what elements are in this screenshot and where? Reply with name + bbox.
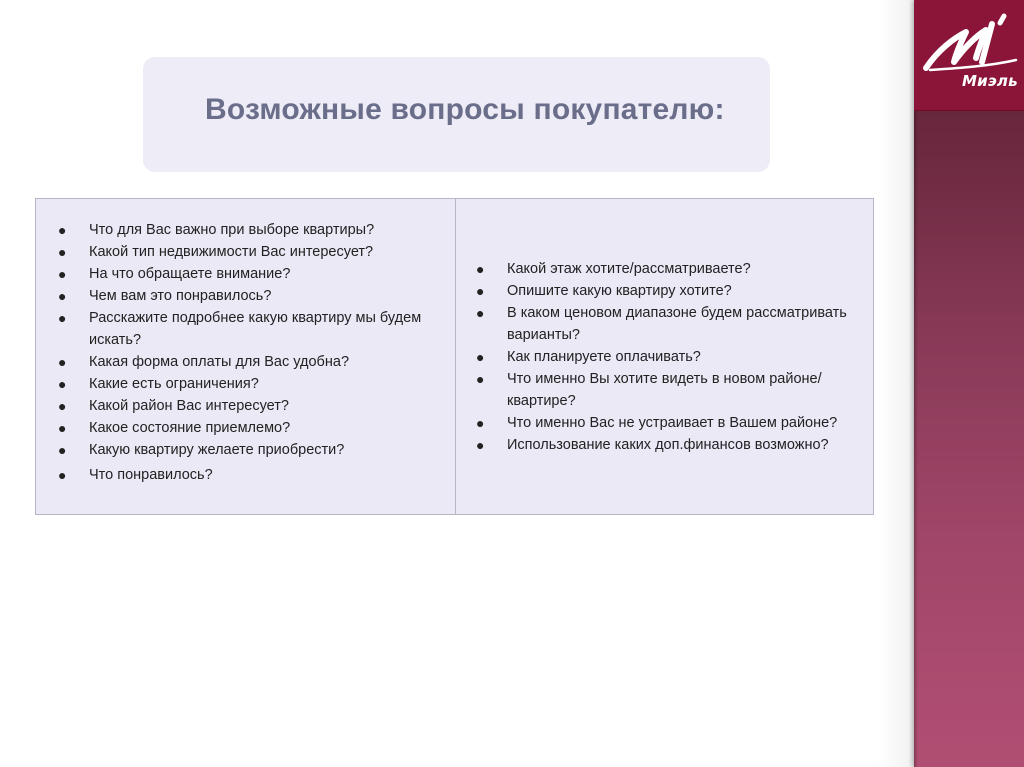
- list-item: ● Какую квартиру желаете приобрести?: [54, 439, 444, 461]
- list-item: ● Что именно Вы хотите видеть в новом районе/квартире?: [472, 368, 867, 412]
- list-item: ● Опишите какую квартиру хотите?: [472, 280, 867, 302]
- list-item: ● В каком ценовом диапазоне будем рассматривать варианты?: [472, 302, 867, 346]
- bullet-icon: ●: [476, 349, 485, 365]
- list-item: ● Какое состояние приемлемо?: [54, 417, 444, 439]
- bullet-icon: ●: [58, 442, 67, 458]
- logo-wordmark: Миэль: [962, 72, 1018, 90]
- list-item: ● Расскажите подробнее какую квартиру мы будем искать?: [54, 307, 444, 351]
- bullet-icon: ●: [58, 398, 67, 414]
- bullet-icon: ●: [476, 283, 485, 299]
- bullet-icon: ●: [476, 415, 485, 431]
- list-item: ● Какие есть ограничения?: [54, 373, 444, 395]
- bullet-icon: ●: [58, 467, 67, 483]
- right-band-shadow: [914, 0, 918, 767]
- bullet-icon: ●: [58, 310, 67, 326]
- list-item: ● Что именно Вас не устраивает в Вашем районе?: [472, 412, 867, 434]
- list-item: ● Использование каких доп.финансов возможно?: [472, 434, 867, 456]
- list-item: ● Чем вам это понравилось?: [54, 285, 444, 307]
- right-question-list: [472, 258, 867, 456]
- bullet-icon: ●: [58, 288, 67, 304]
- bullet-icon: ●: [476, 437, 485, 453]
- right-question-column: [472, 258, 867, 456]
- questions-table: [35, 198, 874, 515]
- right-decorative-band: [914, 0, 1024, 767]
- list-item: ● Как планируете оплачивать?: [472, 346, 867, 368]
- miel-logo-icon: [920, 10, 1020, 80]
- left-question-list: [54, 219, 444, 486]
- list-item: ● Что понравилось?: [54, 464, 444, 486]
- bullet-icon: ●: [58, 420, 67, 436]
- list-item: ● Какая форма оплаты для Вас удобна?: [54, 351, 444, 373]
- brand-logo: [914, 0, 1024, 111]
- list-item: ● Какой район Вас интересует?: [54, 395, 444, 417]
- bullet-icon: ●: [58, 244, 67, 260]
- bullet-icon: ●: [476, 305, 485, 321]
- list-item: ● На что обращаете внимание?: [54, 263, 444, 285]
- bullet-icon: ●: [58, 376, 67, 392]
- bullet-icon: ●: [58, 266, 67, 282]
- list-item: ● Какой этаж хотите/рассматриваете?: [472, 258, 867, 280]
- bullet-icon: ●: [58, 222, 67, 238]
- column-divider: [455, 199, 456, 514]
- page-title: Возможные вопросы покупателю:: [205, 93, 725, 126]
- bullet-icon: ●: [476, 371, 485, 387]
- list-item: ● Что для Вас важно при выборе квартиры?: [54, 219, 444, 241]
- bullet-icon: ●: [58, 354, 67, 370]
- bullet-icon: ●: [476, 261, 485, 277]
- list-item: ● Какой тип недвижимости Вас интересует?: [54, 241, 444, 263]
- left-question-column: [54, 219, 444, 486]
